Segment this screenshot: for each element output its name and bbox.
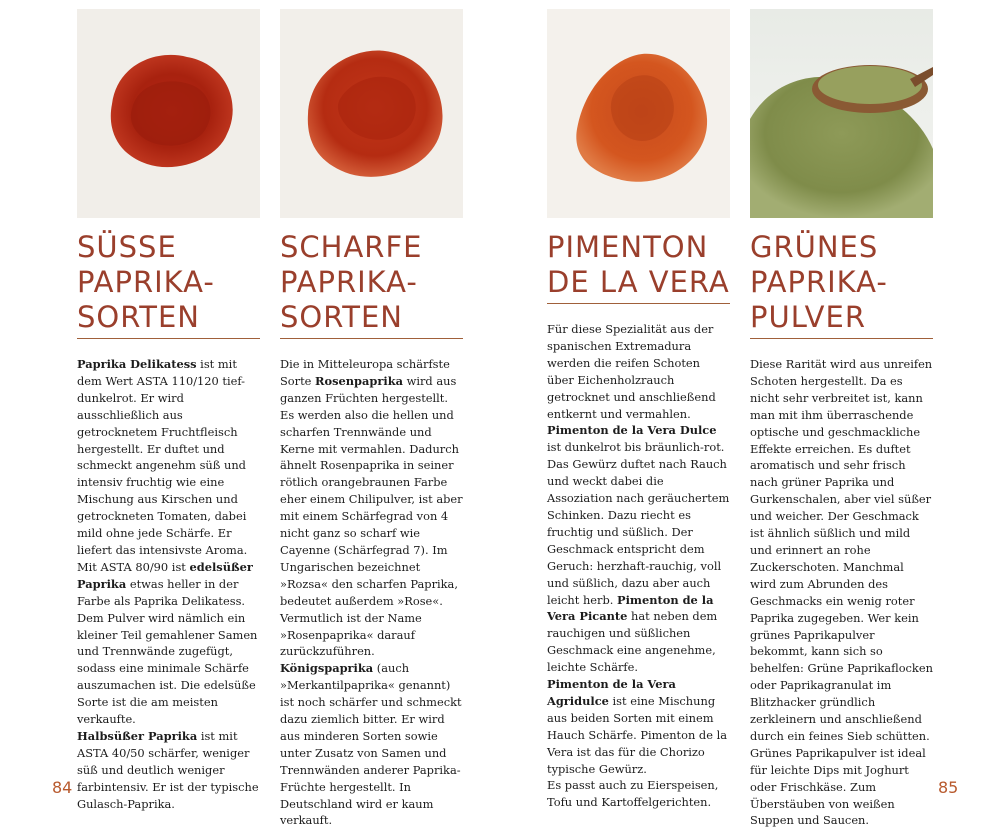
text: wird aus ganzen Früchten hergestellt. Es werden also die hellen und scharfen Trennwände und Kerne mit vermahlen. Dadurch ähnelt Rosenpaprika in seiner rötlich orangebraunen Farbe eher einem Chilipulver, ist aber mit einem Schärfegrad von 4 nicht ganz so scharf wie Cayenne (Schärfegrad 7). Im Ungarischen bezeichnet »Rozsa« den scharfen Paprika, bedeutet außerdem »Rose«. Vermutlich ist der Name »Rosenpaprika« darauf zurückzuführen.	[280, 373, 463, 659]
paragraph	[77, 559, 260, 728]
text: ist mit ASTA 40/50 schärfer, weniger süß und deutlich weniger farbintensiv. Er ist der typische Gulasch-Paprika.	[77, 728, 259, 811]
page-number-right: 85	[938, 778, 959, 797]
bold-term: edelsüßer Paprika	[77, 559, 253, 591]
text: ist eine Mischung aus beiden Sorten mit einem Hauch Schärfe. Pimenton de la Vera ist das für die Chorizo typische Gewürz.	[547, 693, 728, 776]
bold-term: Pimenton de la Vera Dulce	[547, 423, 717, 438]
heading-sweet-paprika: SÜSSE PAPRIKA- SORTEN	[77, 230, 260, 339]
paprika-pile-image	[77, 9, 260, 218]
photo-hot-paprika	[280, 9, 463, 218]
heading-green-paprika: GRÜNES PAPRIKA- PULVER	[750, 230, 933, 339]
paragraph	[547, 676, 730, 777]
paprika-pile-image	[750, 9, 933, 218]
text: ist dunkelrot bis bräunlich-rot. Das Gewürz duftet nach Rauch und weckt dabei die Assoziation nach geräuchertem Schinken. Dazu riecht es fruchtig und süßlich. Der Geschmack entspricht dem Geruch: herzhaft-rauchig, voll und süßlich, dazu aber auch leicht herb.	[547, 440, 730, 607]
paragraph	[750, 745, 933, 829]
text: ist mit dem Wert ASTA 110/120 tief-dunkelrot. Er wird ausschließlich aus getrocknetem Fruchtfleisch hergestellt. Er duftet und schmeckt angenehm süß und intensiv fruchtig wie eine Mischung aus Kirschen und getrockneten Tomaten, dabei mild ohne jede Schärfe. Er liefert das intensivste Aroma.	[77, 357, 248, 557]
text: (auch »Merkantilpaprika« genannt) ist noch schärfer und schmeckt dazu ziemlich bitter. Er wird aus minderen Sorten sowie unter Zusatz von Samen und Trennwänden anderer Paprika-Früchte hergestellt. In Deutschland wird er kaum verkauft.	[280, 661, 462, 828]
bold-term: Königspaprika	[280, 661, 374, 676]
body-pimenton	[547, 321, 730, 811]
bold-term: Rosenpaprika	[315, 373, 403, 388]
bold-term: Pimenton de la Vera Picante	[547, 592, 714, 624]
body-sweet-paprika	[77, 356, 260, 812]
paragraph	[750, 356, 933, 745]
bold-term: Pimenton de la Vera Agridulce	[547, 677, 676, 708]
text: Die in Mitteleuropa schärfste Sorte	[280, 357, 450, 388]
body-green-paprika	[750, 356, 933, 829]
text: etwas heller in der Farbe als Paprika Delikatess. Dem Pulver wird nämlich ein kleiner Teil gemahlener Samen und Trennwände zugefügt, sodass eine minimale Schärfe auszumachen ist. Die edelsüße Sorte ist die am meisten verkaufte.	[77, 576, 258, 727]
paragraph	[77, 356, 260, 559]
body-hot-paprika	[280, 356, 463, 829]
paragraph	[547, 321, 730, 676]
heading-hot-paprika: SCHARFE PAPRIKA- SORTEN	[280, 230, 463, 339]
photo-sweet-paprika	[77, 9, 260, 218]
paragraph	[547, 777, 730, 811]
heading-pimenton: PIMENTON DE LA VERA	[547, 230, 730, 304]
photo-pimenton	[547, 9, 730, 218]
text: hat neben dem rauchigen und süßlichen Geschmack eine angenehme, leichte Schärfe.	[547, 609, 718, 675]
text: Es passt auch zu Eierspeisen, Tofu und Kartoffelgerichten.	[547, 778, 719, 810]
paprika-pile-image	[547, 9, 730, 218]
text: Diese Rarität wird aus unreifen Schoten hergestellt. Da es nicht sehr verbreitet ist, kann man mit ihm überraschende optische und geschmackliche Effekte erreichen. Es duftet aromatisch und sehr frisch nach grüner Paprika und Gurkenschalen, aber viel süßer und weicher. Der Geschmack ist ähnlich süßlich und mild und erinnert an rohe Zuckerschoten. Manchmal wird zum Abrunden des Geschmacks ein wenig roter Paprika zugegeben. Wer kein grünes Paprikapulver bekommt, kann sich so behelfen: Grüne Paprikaflocken oder Paprikagranulat im Blitzhacker gründlich zerkleinern und anschließend durch ein feines Sieb schütten.	[750, 357, 933, 743]
text: Mit ASTA 80/90 ist	[77, 559, 190, 574]
bold-term: Halbsüßer Paprika	[77, 728, 198, 743]
paragraph	[280, 660, 463, 829]
paprika-pile-image	[280, 9, 463, 218]
text: Für diese Spezialität aus der spanischen Extremadura werden die reifen Schoten über Eichenholzrauch getrocknet und anschließend entkernt und vermahlen.	[547, 322, 716, 421]
photo-green-paprika	[750, 9, 933, 218]
paragraph	[280, 356, 463, 660]
text: Grünes Paprikapulver ist ideal für leichte Dips mit Joghurt oder Frischkäse. Zum Überstäuben von weißen Suppen und Saucen.	[750, 745, 926, 828]
page-number-left: 84	[52, 778, 73, 797]
bold-term: Paprika Delikatess	[77, 357, 197, 371]
